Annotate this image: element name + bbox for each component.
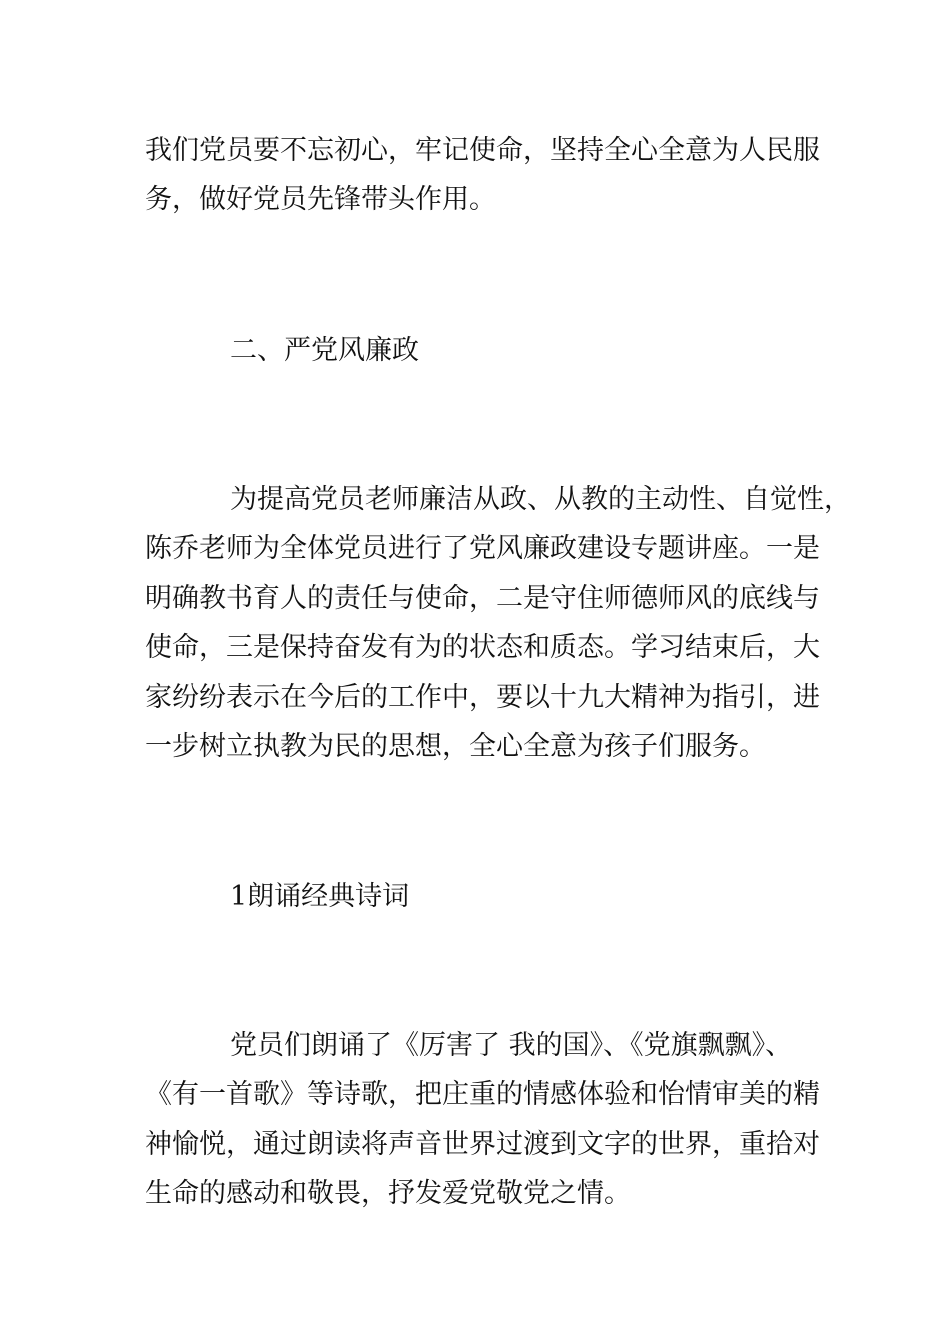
paragraph-2-line-6: 一步树立执教为民的思想，全心全意为孩子们服务。: [145, 731, 766, 762]
section-heading-poetry-recital: 1朗诵经典诗词: [230, 881, 410, 912]
paragraph-3-line-4: 生命的感动和敬畏，抒发爱党敬党之情。: [145, 1178, 631, 1209]
paragraph-3-line-1: 党员们朗诵了《厉害了 我的国》、《党旗飘飘》、: [230, 1030, 793, 1061]
paragraph-1-line-1: 我们党员要不忘初心，牢记使命，坚持全心全意为人民服: [145, 135, 820, 166]
paragraph-2-line-2: 陈乔老师为全体党员进行了党风廉政建设专题讲座。一是: [145, 533, 820, 564]
paragraph-1-line-2: 务，做好党员先锋带头作用。: [145, 184, 496, 215]
section-heading-party-discipline: 二、严党风廉政: [230, 335, 419, 366]
paragraph-2-line-5: 家纷纷表示在今后的工作中，要以十九大精神为指引，进: [145, 682, 820, 713]
paragraph-3-line-3: 神愉悦，通过朗读将声音世界过渡到文字的世界，重拾对: [145, 1129, 820, 1160]
paragraph-2-line-4: 使命，三是保持奋发有为的状态和质态。学习结束后，大: [145, 632, 820, 663]
paragraph-2-line-3: 明确教书育人的责任与使命，二是守住师德师风的底线与: [145, 583, 820, 614]
paragraph-3-line-2: 《有一首歌》等诗歌，把庄重的情感体验和怡情审美的精: [145, 1079, 820, 1110]
paragraph-2-line-1: 为提高党员老师廉洁从政、从教的主动性、自觉性，: [230, 484, 851, 515]
